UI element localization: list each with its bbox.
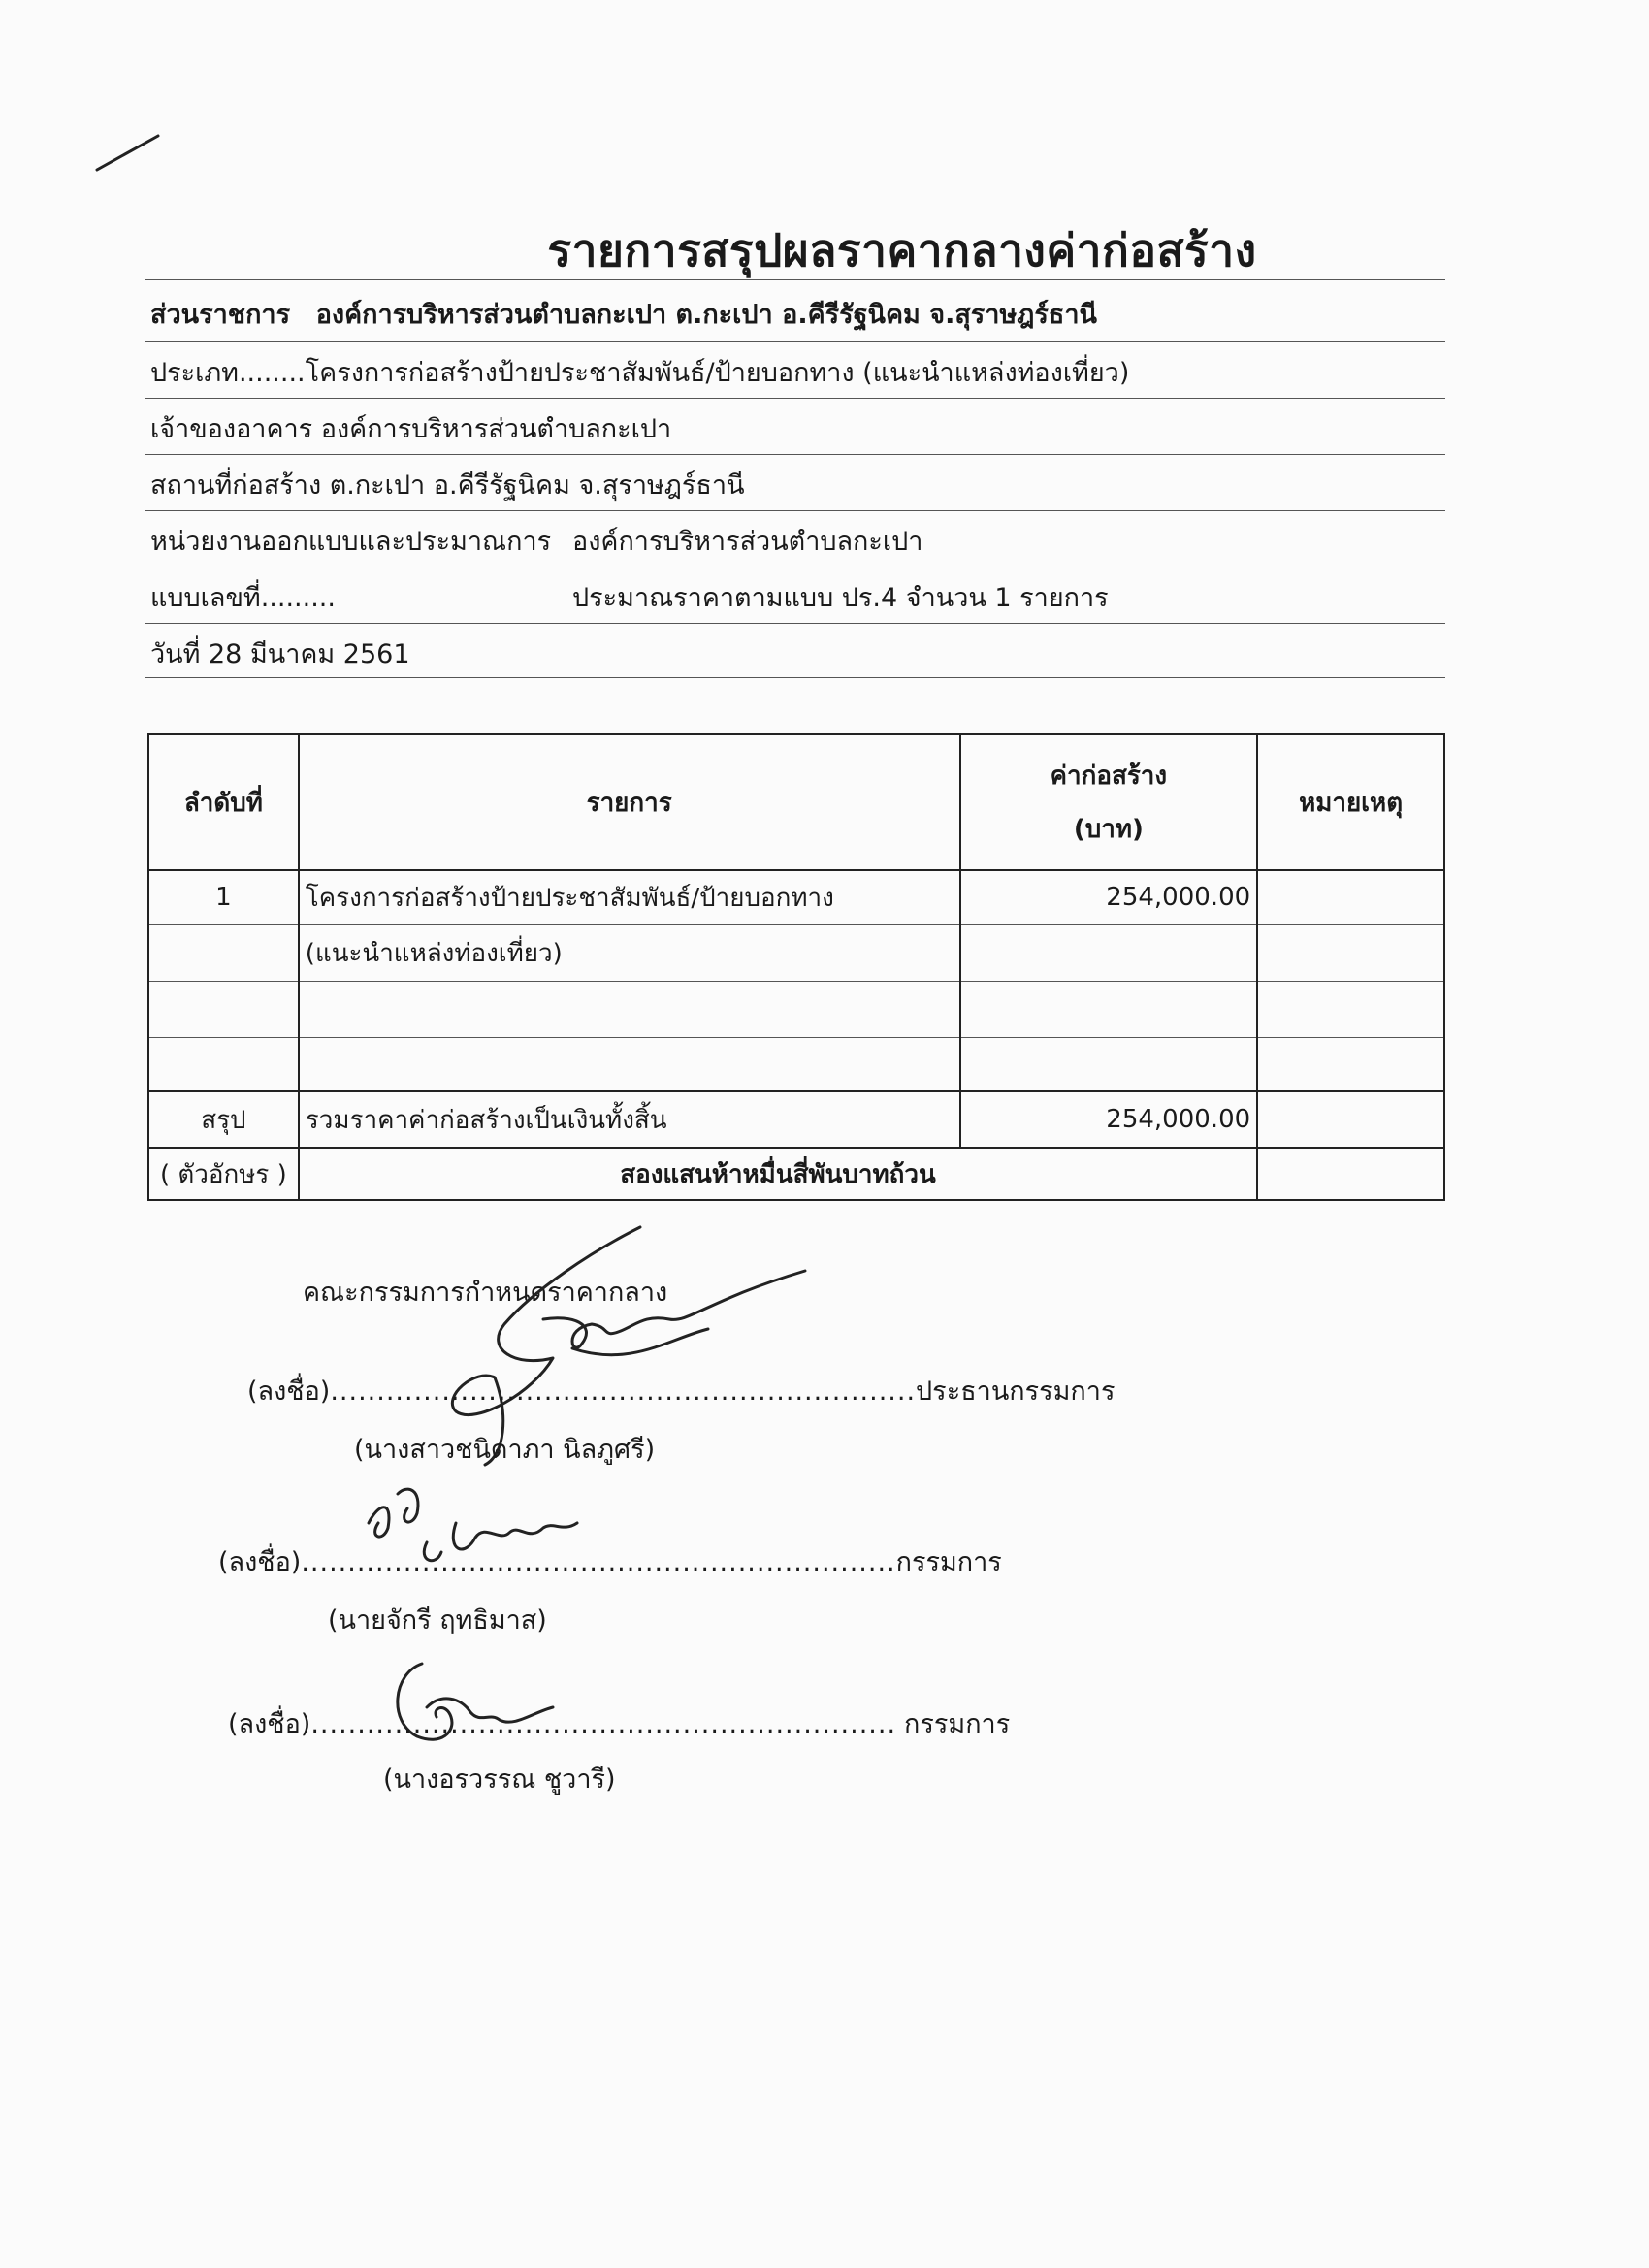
row-cost	[960, 981, 1258, 1037]
plan-number-label: แบบเลขที่.........	[150, 583, 336, 613]
owner-line: เจ้าของอาคาร องค์การบริหารส่วนตำบลกะเปา	[150, 414, 672, 444]
sign-2-line	[218, 1540, 1002, 1582]
row-item	[299, 1037, 960, 1091]
row-item: โครงการก่อสร้างป้ายประชาสัมพันธ์/ป้ายบอกทาง	[299, 870, 960, 924]
table-row	[148, 924, 1444, 981]
row-no: 1	[148, 870, 299, 924]
table-row	[148, 981, 1444, 1037]
summary-item: รวมราคาค่าก่อสร้างเป็นเงินทั้งสิ้น	[299, 1091, 960, 1148]
row-cost	[960, 924, 1258, 981]
designer-value: องค์การบริหารส่วนตำบลกะเปา	[572, 527, 923, 557]
page-title: รายการสรุปผลราคากลางค่าก่อสร้าง	[547, 224, 1257, 276]
sign-1-role: ประธานกรรมการ	[916, 1377, 1116, 1407]
sign-1-dots: ...............................................................	[330, 1377, 917, 1407]
row-remark	[1257, 924, 1444, 981]
header-no: ลำดับที่	[148, 734, 299, 870]
header-cost-line1: ค่าก่อสร้าง	[1050, 761, 1168, 791]
pen-mark	[92, 131, 170, 179]
table-header-row	[148, 734, 1444, 870]
summary-label: สรุป	[148, 1091, 299, 1148]
type-line: ประเภท........โครงการก่อสร้างป้ายประชาสัมพันธ์/ป้ายบอกทาง (แนะนำแหล่งท่องเที่ยว)	[150, 358, 1130, 388]
cost-summary-table	[147, 733, 1445, 1201]
date-line: วันที่ 28 มีนาคม 2561	[150, 639, 410, 669]
words-label: ( ตัวอักษร )	[148, 1148, 299, 1200]
table-row	[148, 1037, 1444, 1091]
summary-row	[148, 1091, 1444, 1148]
sign-1-line	[247, 1370, 1115, 1411]
sign-3-dots: ...............................................................	[310, 1709, 897, 1739]
row-cost: 254,000.00	[960, 870, 1258, 924]
designer-label: หน่วยงานออกแบบและประมาณการ	[150, 527, 552, 557]
sign-3-role: กรรมการ	[904, 1709, 1011, 1739]
row-no	[148, 1037, 299, 1091]
agency-row	[150, 293, 1097, 335]
summary-cost: 254,000.00	[960, 1091, 1258, 1148]
agency-label: ส่วนราชการ	[150, 300, 291, 330]
sign-1-name: (นางสาวชนิดาภา นิลภูศรี)	[354, 1435, 656, 1465]
amount-in-words-row	[148, 1148, 1444, 1200]
words-remark	[1257, 1148, 1444, 1200]
sign-2-role: กรรมการ	[895, 1547, 1002, 1577]
sign-3-label: (ลงชื่อ)	[228, 1709, 311, 1739]
sign-3-name: (นางอรวรรณ ชูวารี)	[383, 1765, 616, 1795]
sign-2-name: (นายจักรี ฤทธิมาส)	[328, 1605, 547, 1636]
agency-value: องค์การบริหารส่วนตำบลกะเปา ต.กะเปา อ.คีรีรัฐนิคม จ.สุราษฎร์ธานี	[315, 300, 1097, 330]
sign-2-label: (ลงชื่อ)	[218, 1547, 302, 1577]
plan-number-value: ประมาณราคาตามแบบ ปร.4 จำนวน 1 รายการ	[572, 583, 1109, 613]
site-line: สถานที่ก่อสร้าง ต.กะเปา อ.คีรีรัฐนิคม จ.สุราษฎร์ธานี	[150, 470, 745, 501]
row-no	[148, 924, 299, 981]
sign-1-label: (ลงชื่อ)	[247, 1377, 331, 1407]
row-cost	[960, 1037, 1258, 1091]
committee-heading: คณะกรรมการกำหนดราคากลาง	[303, 1278, 668, 1308]
summary-remark	[1257, 1091, 1444, 1148]
row-remark	[1257, 870, 1444, 924]
row-item: (แนะนำแหล่งท่องเที่ยว)	[299, 924, 960, 981]
sign-2-dots: ................................................................	[301, 1547, 896, 1577]
row-remark	[1257, 981, 1444, 1037]
header-cost	[960, 734, 1258, 870]
header-remark: หมายเหตุ	[1257, 734, 1444, 870]
designer-row	[150, 520, 551, 562]
header-item: รายการ	[299, 734, 960, 870]
row-remark	[1257, 1037, 1444, 1091]
sign-3-line	[228, 1702, 1010, 1744]
header-cost-line2: (บาท)	[1073, 815, 1144, 844]
row-item	[299, 981, 960, 1037]
row-no	[148, 981, 299, 1037]
table-row	[148, 870, 1444, 924]
words-value: สองแสนห้าหมื่นสี่พันบาทถ้วน	[299, 1148, 1257, 1200]
